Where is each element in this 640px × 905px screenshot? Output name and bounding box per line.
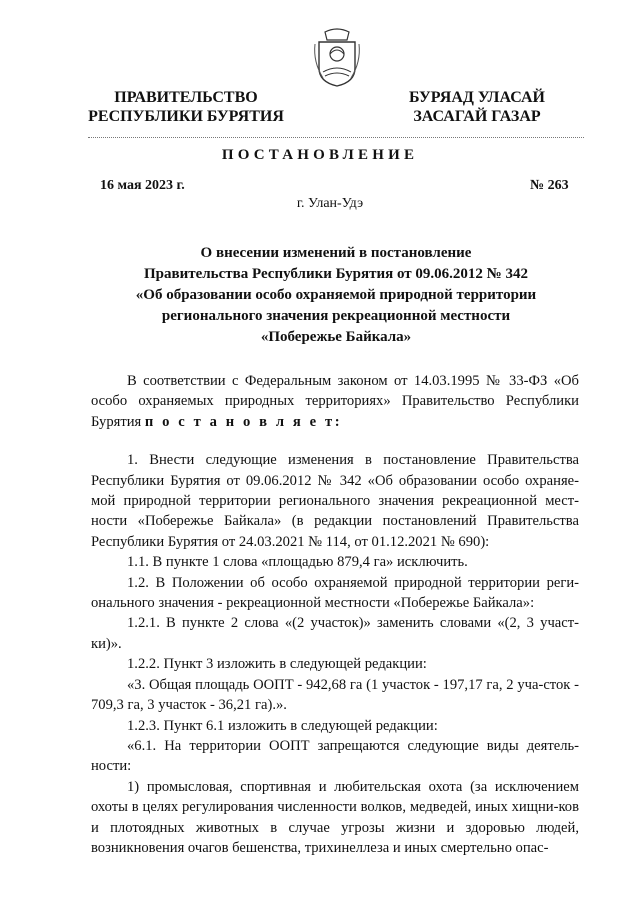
body-paragraph: «3. Общая площадь ООПТ - 942,68 га (1 участок - 197,17 га, 2 уча-сток - 709,3 га, 3 участок - 36,21 га).».: [91, 676, 579, 714]
title-line: О внесении изменений в постановление: [200, 245, 472, 261]
document-title: [88, 243, 584, 348]
header-left-line1: ПРАВИТЕЛЬСТВО: [114, 89, 258, 106]
document-type: ПОСТАНОВЛЕНИЕ: [221, 147, 419, 163]
body-paragraph: 1. Внести следующие изменения в постановление Правительства Республики Бурятия от 09.06.2012 № 342 «Об образовании особо охраняе-мой природной территории регионального значения рекреационной мест-ности «Побережье Байкала» (в редакции постановлений Правительства Республики Бурятия от 24.03.2021 № 114, от 01.12.2021 № 690):: [91, 452, 579, 550]
header-right-line1: БУРЯАД УЛАСАЙ: [409, 89, 545, 106]
body-paragraph: 1.2.3. Пункт 6.1 изложить в следующей редакции:: [127, 717, 438, 734]
preamble-text: В соответствии с Федеральным законом от 14.03.1995 № 33-ФЗ «Об особо охраняемых природных территориях» Правительство Республики Бурятия: [91, 373, 579, 430]
coat-of-arms-icon: [311, 28, 363, 88]
document-date: 16 мая 2023 г.: [100, 178, 185, 193]
document-number: № 263: [530, 178, 569, 193]
document-body: [91, 371, 579, 858]
header-left: [88, 88, 284, 126]
body-paragraph: 1.2.2. Пункт 3 изложить в следующей редакции:: [127, 656, 427, 673]
title-line: «Об образовании особо охраняемой природной территории: [135, 287, 537, 303]
decree-word: п о с т а н о в л я е т:: [144, 413, 343, 430]
body-paragraph: 1.1. В пункте 1 слова «площадью 879,4 га» исключить.: [127, 554, 468, 571]
preamble-paragraph: [91, 371, 579, 432]
body-paragraph: 1.2.1. В пункте 2 слова «(2 участок)» заменить словами «(2, 3 участ-ки)».: [91, 615, 579, 652]
header-right-line2: ЗАСАГАЙ ГАЗАР: [413, 108, 541, 125]
document-city: г. Улан-Удэ: [296, 196, 364, 211]
title-line: «Побережье Байкала»: [260, 329, 412, 345]
title-line: Правительства Республики Бурятия от 09.06.2012 № 342: [143, 266, 528, 282]
title-line: регионального значения рекреационной местности: [161, 308, 511, 324]
header-left-line2: РЕСПУБЛИКИ БУРЯТИЯ: [88, 108, 284, 125]
body-paragraph: 1) промысловая, спортивная и любительская охота (за исключением охоты в целях регулирования численности волков, медведей, иных хищни-ков и плотоядных животных в случае угрозы жизни и здоровью людей, возникновения очагов бешенства, трихинеллеза и иных смертельно опас-: [91, 778, 579, 856]
header-right: [390, 88, 564, 126]
body-paragraph: «6.1. На территории ООПТ запрещаются следующие виды деятель-ности:: [91, 737, 579, 775]
body-paragraph: 1.2. В Положении об особо охраняемой природной территории реги-онального значения - рекреационной местности «Побережье Байкала»:: [91, 574, 579, 612]
paragraph-gap: [91, 432, 579, 450]
header-divider: [88, 137, 584, 138]
